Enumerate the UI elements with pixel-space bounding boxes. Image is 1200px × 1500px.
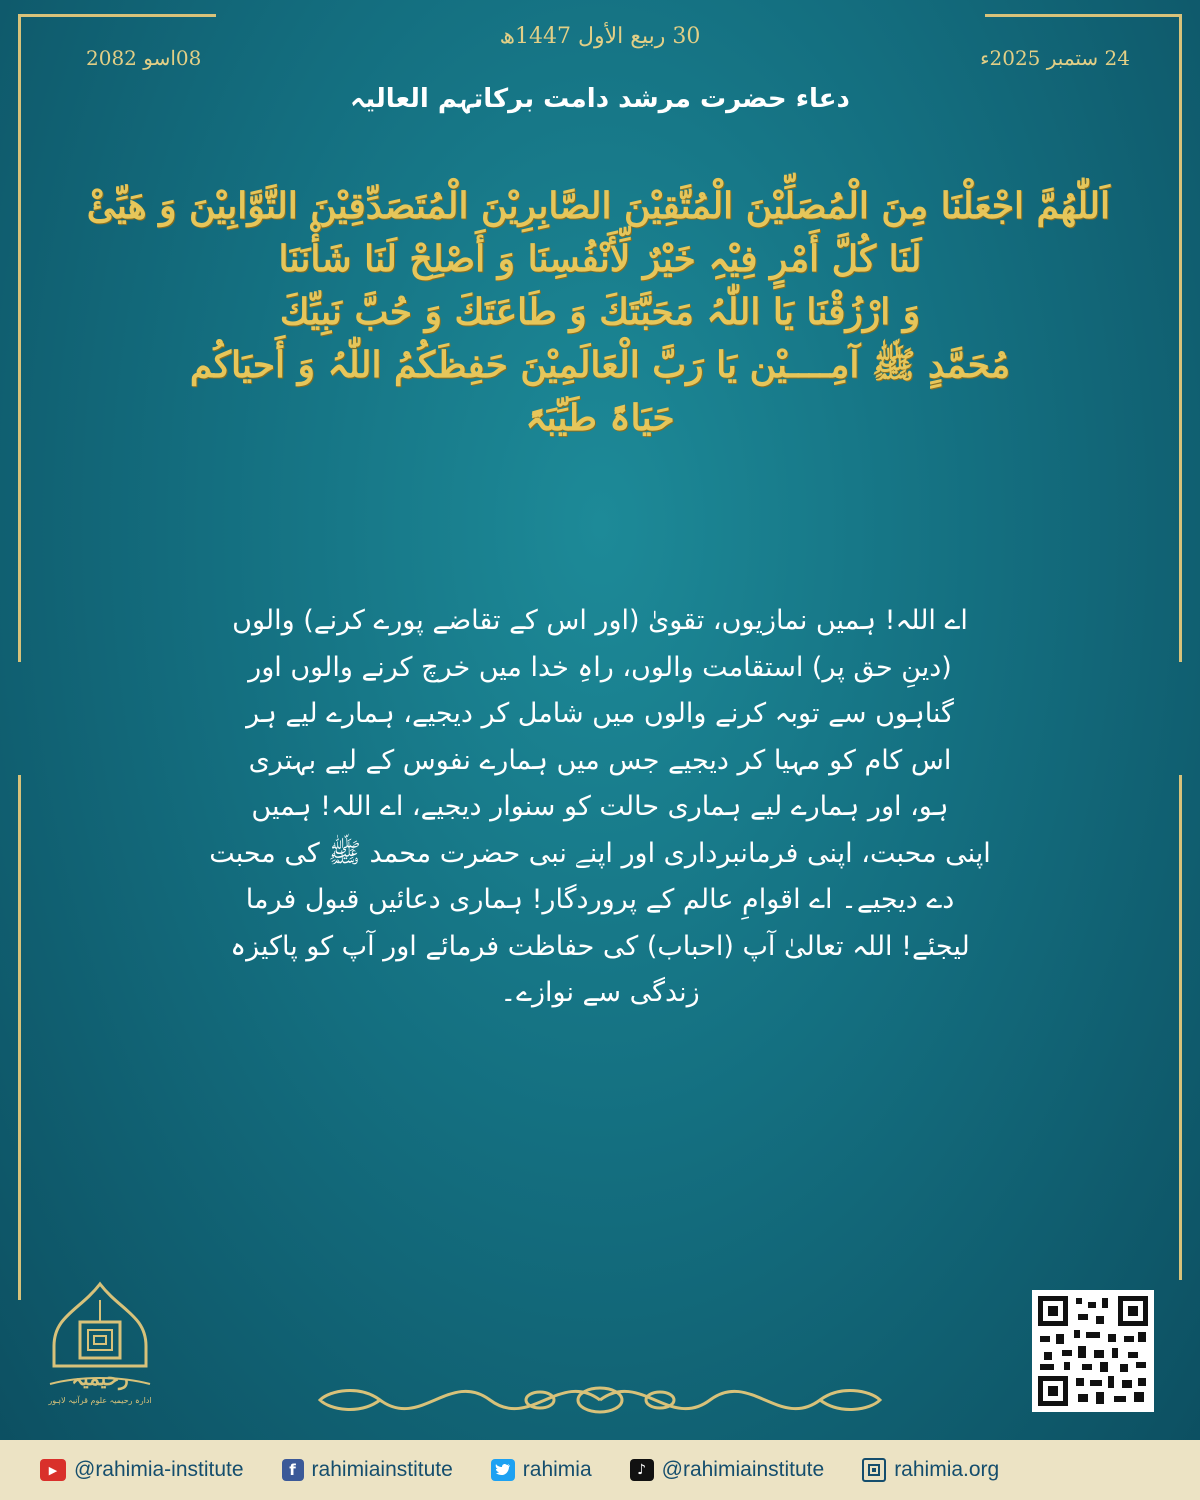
gregorian-date: 24 ستمبر 2025ء	[980, 46, 1130, 70]
arabic-line: وَ ارْزُقْنَا یَا اللّٰہُ مَحَبَّتَكَ وَ طَاعَتَكَ وَ حُبَّ نَبِیِّكَ	[279, 291, 921, 333]
website-url: rahimia.org	[894, 1458, 1000, 1481]
youtube-handle: @rahimia-institute	[74, 1458, 244, 1481]
twitter-link[interactable]	[491, 1458, 592, 1482]
urdu-line: اس کام کو مہیا کر دیجیے جس میں ہمارے نفوس کے لیے بہتری	[248, 744, 952, 776]
hijri-date: 30 ربیع الأول 1447ھ	[499, 24, 701, 49]
ornament-icon	[300, 1370, 900, 1430]
urdu-line: لیجئے! اللہ تعالیٰ آپ (احباب) کی حفاظت فرمائے اور آپ کو پاکیزہ	[230, 930, 970, 962]
frame-top-right	[985, 14, 1182, 17]
urdu-line: زندگی سے نوازے۔	[500, 977, 700, 1008]
qr-code[interactable]	[1032, 1290, 1154, 1412]
arabic-line: لَنَا کُلَّ أَمْرٍ فِیْہِ خَیْرٌ لِّأَنْفُسِنَا وَ أَصْلِحْ لَنَا شَأْنَنَا	[278, 238, 922, 280]
urdu-line: اے اللہ! ہمیں نمازیوں، تقویٰ (اور اس کے تقاضے پورے کرنے) والوں	[232, 605, 968, 636]
rahimia-logo	[40, 1280, 160, 1420]
facebook-icon: f	[282, 1459, 304, 1481]
tiktok-icon: ♪	[630, 1459, 654, 1481]
tiktok-link[interactable]	[630, 1458, 825, 1482]
page-title: دعاء حضرت مرشد دامت برکاتہم العالیہ	[350, 84, 850, 114]
qr-code-icon	[1038, 1296, 1148, 1406]
frame-top-left	[18, 14, 216, 17]
arabic-dua	[86, 180, 1110, 445]
website-link[interactable]	[862, 1458, 999, 1482]
logo-name: رحیمیہ	[71, 1366, 129, 1390]
website-icon	[862, 1458, 886, 1482]
youtube-icon: ▶	[40, 1459, 66, 1481]
frame-right-lower	[1179, 775, 1182, 1280]
tiktok-handle: @rahimiainstitute	[661, 1458, 825, 1481]
arabic-line: اَللّٰھُمَّ اجْعَلْنَا مِنَ الْمُصَلِّیْنَ الْمُتَّقِیْنَ الصَّابِرِیْنَ الْمُتَصَدِّقِیْنَ التَّوَّابِیْنَ وَ ھَیِّئْ	[86, 185, 1110, 227]
twitter-icon	[491, 1459, 515, 1481]
urdu-line: دے دیجیے۔ اے اقوامِ عالم کے پروردگار! ہماری دعائیں قبول فرما	[245, 884, 955, 915]
arabic-line: مُحَمَّدٍ ﷺ آمِــــیْن یَا رَبَّ الْعَالَمِیْنَ حَفِظَکُمُ اللّٰہُ وَ أَحیَاکُم	[189, 344, 1011, 386]
facebook-handle: rahimiainstitute	[311, 1458, 453, 1481]
urdu-line: اپنی محبت، اپنی فرمانبرداری اور اپنے نبی حضرت محمد ﷺ کی محبت	[209, 837, 991, 869]
footer-bar	[0, 1440, 1200, 1500]
youtube-link[interactable]	[40, 1458, 244, 1482]
urdu-line: ہو، اور ہمارے لیے ہماری حالت کو سنوار دیجیے، اے اللہ! ہمیں	[251, 791, 949, 822]
facebook-link[interactable]	[282, 1458, 453, 1482]
arabic-line: حَیَاۃً طَیِّبَۃً	[525, 397, 675, 439]
urdu-line: (دینِ حق پر) استقامت والوں، راہِ خدا میں خرچ کرنے والوں اور	[248, 651, 952, 683]
urdu-translation	[150, 598, 1050, 1017]
logo-subtitle: ادارہ رحیمیہ علوم قرآنیہ لاہور	[48, 1396, 152, 1405]
urdu-line: گناہوں سے توبہ کرنے والوں میں شامل کر دیجیے، ہمارے لیے ہر	[246, 698, 954, 729]
frame-left-lower	[18, 775, 21, 1300]
twitter-handle: rahimia	[522, 1458, 592, 1481]
bikrami-date: 08اسو 2082	[86, 46, 202, 70]
decorative-ornament	[300, 1370, 900, 1430]
